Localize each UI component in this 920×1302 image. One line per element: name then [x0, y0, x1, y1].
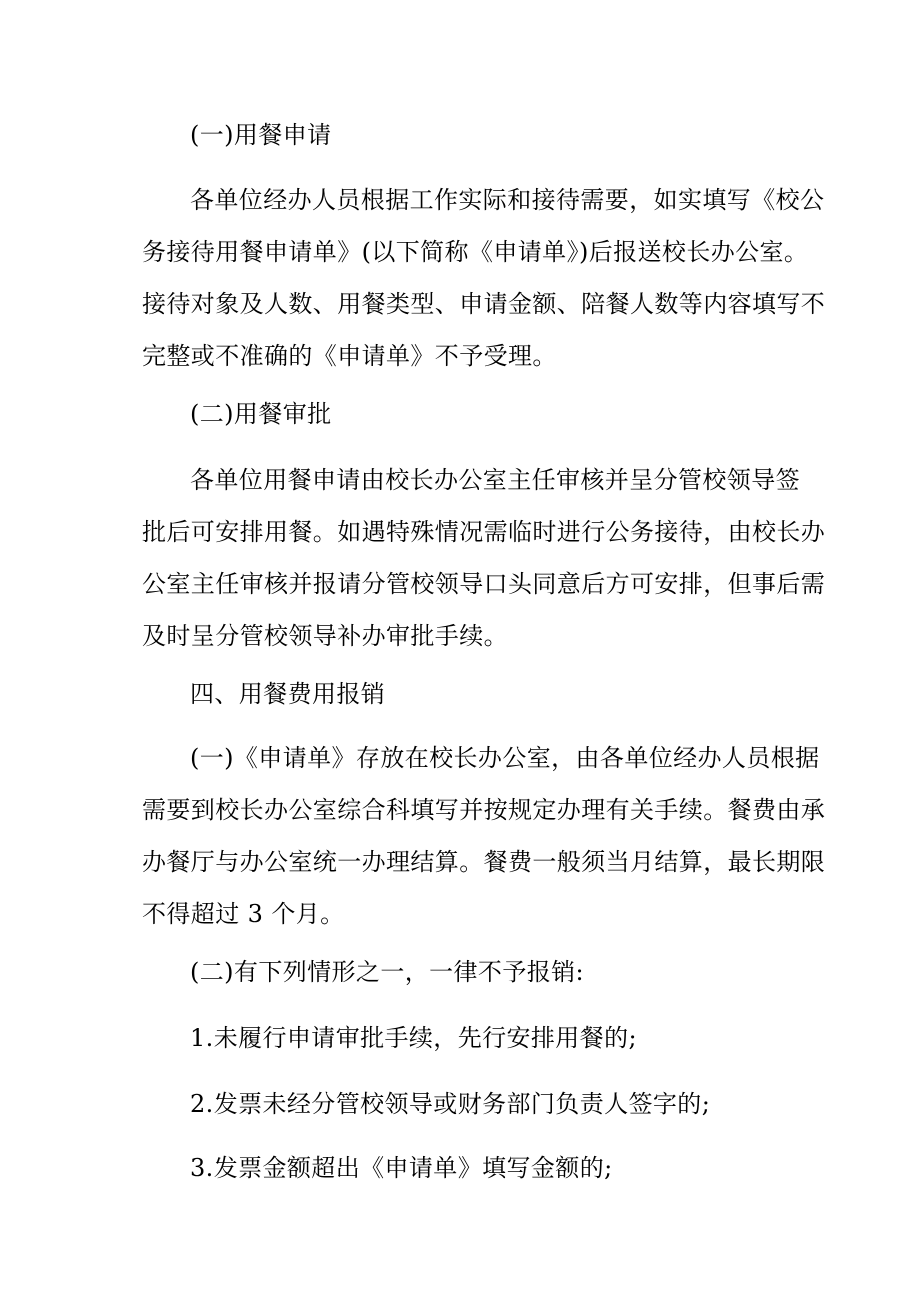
paragraph-line: 完整或不准确的《申请单》不予受理。	[142, 342, 557, 370]
paragraph-line: 不得超过 3 个月。	[142, 900, 345, 928]
heading-meal-application: (一)用餐申请	[190, 121, 332, 149]
list-item: 2.发票未经分管校领导或财务部门负责人签字的;	[190, 1090, 711, 1118]
paragraph-line: 及时呈分管校领导补办审批手续。	[142, 622, 508, 650]
heading-reimbursement: 四、用餐费用报销	[190, 680, 386, 708]
paragraph-line: 公室主任审核并报请分管校领导口头同意后方可安排，但事后需	[142, 570, 826, 598]
paragraph-line: 各单位经办人员根据工作实际和接待需要，如实填写《校公	[190, 186, 825, 214]
list-item: 3.发票金额超出《申请单》填写金额的;	[190, 1154, 613, 1182]
paragraph-line: (一)《申请单》存放在校长办公室，由各单位经办人员根据	[190, 744, 820, 772]
paragraph-line: 务接待用餐申请单》(以下简称《申请单》)后报送校长办公室。	[142, 238, 809, 266]
paragraph-line: 办餐厅与办公室统一办理结算。餐费一般须当月结算，最长期限	[142, 848, 826, 876]
paragraph-line: 需要到校长办公室综合科填写并按规定办理有关手续。餐费由承	[142, 796, 826, 824]
list-item: 1.未履行申请审批手续，先行安排用餐的;	[190, 1024, 637, 1052]
heading-meal-approval: (二)用餐审批	[190, 400, 332, 428]
paragraph-line: 批后可安排用餐。如遇特殊情况需临时进行公务接待，由校长办	[142, 518, 826, 546]
heading-not-reimbursable: (二)有下列情形之一，一律不予报销:	[190, 958, 585, 986]
paragraph-line: 接待对象及人数、用餐类型、申请金额、陪餐人数等内容填写不	[142, 290, 826, 318]
paragraph-line: 各单位用餐申请由校长办公室主任审核并呈分管校领导签	[190, 466, 800, 494]
